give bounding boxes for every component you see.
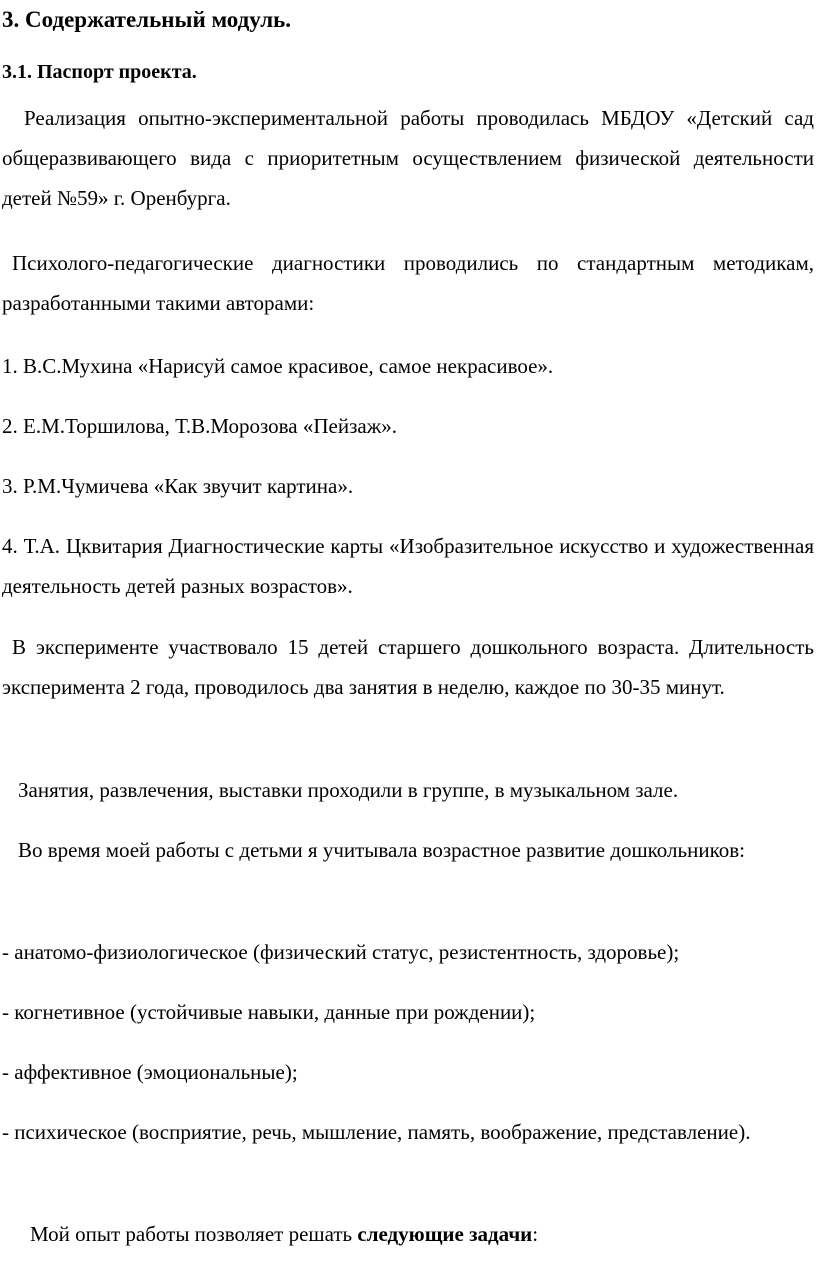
method-item-1: 1. В.С.Мухина «Нарисуй самое красивое, самое некрасивое». [2, 354, 554, 378]
method-item-2: 2. Е.М.Торшилова, Т.В.Морозова «Пейзаж». [2, 414, 397, 438]
subsection-heading: 3.1. Паспорт проекта. [2, 61, 197, 83]
paragraph-experiment: В эксперименте участвовало 15 детей старшего дошкольного возраста. Длительность эксперимента 2 года, проводилось два занятия в неделю, каждое по 30-35 минут. [2, 635, 814, 699]
paragraph-activities: Занятия, развлечения, выставки проходили в группе, в музыкальном зале. [18, 778, 679, 802]
paragraph-diagnostics: Психолого-педагогические диагностики проводились по стандартным методикам, разработанными такими авторами: [2, 251, 814, 315]
development-item-3: - аффективное (эмоциональные); [2, 1060, 298, 1084]
tasks-lead-text: Мой опыт работы позволяет решать [30, 1222, 358, 1246]
method-item-3: 3. Р.М.Чумичева «Как звучит картина». [2, 474, 354, 498]
development-item-4: - психическое (восприятие, речь, мышление, память, воображение, представление). [2, 1120, 751, 1144]
paragraph-tasks [2, 1214, 814, 1254]
paragraph-implementation: Реализация опытно-экспериментальной работы проводилась МБДОУ «Детский сад общеразвивающего вида с приоритетным осуществлением физической деятельности детей №59» г. Оренбурга. [2, 106, 814, 210]
development-item-2: - когнетивное (устойчивые навыки, данные при рождении); [2, 1000, 536, 1024]
tasks-bold-text: следующие задачи [357, 1222, 533, 1246]
paragraph-age-development: Во время моей работы с детьми я учитывала возрастное развитие дошкольников: [18, 838, 745, 862]
section-heading: 3. Содержательный модуль. [2, 7, 292, 32]
method-item-4: 4. Т.А. Цквитария Диагностические карты «Изобразительное искусство и художественная деятельность детей разных возрастов». [2, 534, 814, 598]
development-item-1: - анатомо-физиологическое (физический статус, резистентность, здоровье); [2, 940, 680, 964]
tasks-tail-text: : [532, 1222, 539, 1246]
